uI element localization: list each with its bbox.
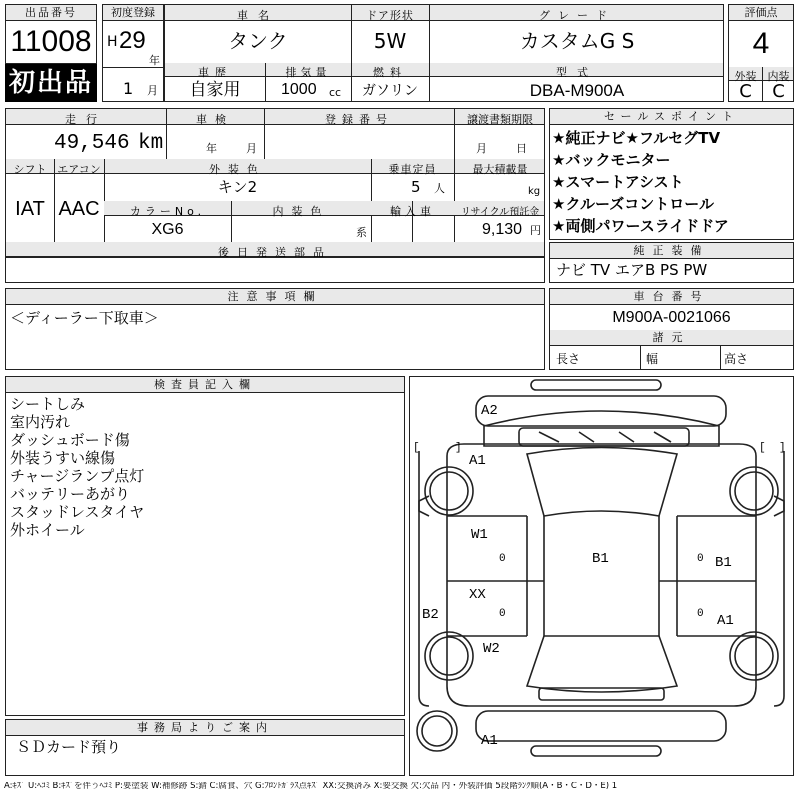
zero-mark: 0: [697, 608, 704, 620]
transfer-day-unit: 日: [516, 142, 527, 155]
fuel: ガソリン: [362, 83, 418, 99]
first-listing-badge: 初出品: [5, 64, 97, 102]
legend: A:ｷｽﾞ U:ﾍｺﾐ B:ｷｽﾞを伴うﾍｺﾐ P:要塗装 W:補修跡 S:錆 C:腐食、穴 G:ﾌﾛﾝﾄｶﾞﾗｽ点ｷｽﾞ XX:交換済み X:要交換 欠:欠品 内・外装評価 5段階ﾗﾝｸ順(A・B・C・D・E) 1: [4, 782, 618, 791]
damage-mark: W1: [471, 527, 488, 543]
damage-mark: A2: [481, 403, 498, 419]
shift-label: シフト: [13, 163, 47, 176]
bracket-mark: [: [759, 442, 766, 454]
car-diagram: [409, 376, 794, 776]
lot-number-box: [5, 4, 97, 64]
inspector-item: 室内汚れ: [10, 413, 71, 431]
equipment-label: 純正装備: [550, 243, 793, 259]
equipment-value: ナビ TV エアB PS PW: [556, 261, 708, 279]
history: 自家用: [189, 80, 241, 100]
score: 4: [752, 27, 770, 60]
bracket-mark: [: [413, 442, 420, 454]
damage-mark: W2: [483, 641, 500, 657]
insp-month-unit: 月: [246, 142, 257, 155]
mileage-label: 走行: [65, 113, 107, 126]
displacement: 1000: [281, 81, 317, 98]
sales-points-box: [549, 108, 794, 240]
vehicle-info-box: [164, 4, 724, 102]
height-label: 高さ: [724, 352, 749, 366]
sales-point: ★バックモニター: [552, 151, 671, 169]
registration-era: H: [107, 34, 118, 50]
inspector-box: [5, 376, 405, 716]
capacity-label: 乗車定員: [388, 163, 437, 176]
transfer-month-unit: 月: [476, 142, 487, 155]
int-label: 内装: [767, 70, 790, 83]
sales-points-label: セールスポイント: [550, 109, 793, 125]
color-number: XG6: [151, 221, 184, 238]
interior-color-label: 内装色: [272, 205, 330, 218]
shift: IAT: [15, 198, 45, 220]
capacity: 5: [411, 178, 421, 196]
color-number-label: カラーNo.: [129, 205, 206, 218]
zero-mark: 0: [499, 608, 506, 620]
insp-year-unit: 年: [206, 142, 217, 155]
office-value: ＳＤカード預り: [16, 738, 122, 756]
damage-mark: B1: [592, 551, 609, 567]
score-label: 評価点: [729, 5, 793, 21]
details-box: [5, 108, 545, 283]
office-box: [5, 719, 405, 776]
registration-month: 1: [123, 79, 134, 98]
mileage-unit: km: [138, 132, 164, 155]
inspector-item: スタッドレスタイヤ: [10, 503, 145, 521]
transfer-label: 譲渡書類期限: [467, 113, 533, 126]
registration-label: 初度登録: [103, 5, 163, 21]
length-label: 長さ: [556, 352, 581, 366]
displacement-unit: cc: [329, 86, 342, 99]
vehicle-name: タンク: [228, 29, 288, 53]
sales-point: ★スマートアシスト: [552, 173, 684, 191]
interior-color-unit: 系: [356, 226, 367, 239]
inspector-label: 検査員記入欄: [6, 377, 404, 393]
year-unit: 年: [149, 54, 160, 67]
door-type: 5W: [373, 29, 407, 53]
month-unit: 月: [147, 84, 158, 97]
score-box: [728, 4, 794, 102]
lot-number: 11008: [10, 25, 92, 58]
int-grade: C: [772, 81, 785, 102]
grade-label: グレード: [539, 9, 615, 22]
registration-box: [102, 4, 164, 102]
model: DBA-M900A: [529, 81, 625, 100]
recycle-amount: 9,130: [482, 221, 523, 238]
inspector-item: バッテリーあがり: [10, 485, 131, 503]
ac-label: エアコン: [57, 163, 101, 176]
equipment-box: [549, 242, 794, 283]
chassis-number: M900A-0021066: [612, 309, 731, 326]
damage-mark: B1: [715, 555, 732, 571]
recycle-unit: 円: [530, 224, 541, 237]
inspection-label: 車検: [196, 113, 234, 126]
damage-mark: A1: [481, 733, 498, 749]
notes-box: [5, 288, 545, 370]
chassis-box: [549, 288, 794, 370]
maxload-unit: kg: [528, 186, 541, 197]
damage-mark: B2: [422, 607, 439, 623]
office-label: 事務局よりご案内: [6, 720, 404, 736]
capacity-unit: 人: [434, 182, 445, 195]
lot-number-label: 出品番号: [6, 5, 96, 21]
sales-point: ★クルーズコントロール: [552, 195, 714, 213]
inspector-item: 外装うすい線傷: [10, 449, 116, 467]
inspector-item: 外ホイール: [10, 521, 85, 539]
mileage: 49,546: [54, 132, 130, 155]
notes-label: 注意事項欄: [6, 289, 544, 305]
import-label: 輸入車: [390, 205, 435, 218]
damage-mark: A1: [469, 453, 486, 469]
sales-point: ★純正ナビ★フルセグTV: [552, 129, 721, 147]
name-label: 車名: [237, 9, 279, 22]
width-label: 幅: [646, 352, 659, 366]
damage-mark: XX: [469, 587, 486, 603]
exterior-color: キン2: [217, 178, 258, 196]
bracket-mark: ]: [779, 442, 786, 454]
plate-label: 登録番号: [325, 113, 393, 126]
zero-mark: 0: [499, 553, 506, 565]
notes-value: ＜ディーラー下取車＞: [10, 309, 159, 327]
chassis-label: 車台番号: [550, 289, 793, 305]
fuel-label: 燃料: [373, 66, 407, 79]
color-label: 外装色: [209, 163, 266, 176]
grade: カスタムG S: [519, 29, 635, 53]
displacement-label: 排気量: [285, 66, 331, 79]
ext-grade: C: [739, 81, 752, 102]
bracket-mark: ]: [455, 442, 462, 454]
spec-label: 諸元: [550, 330, 793, 346]
later-parts-label: 後日発送部品: [218, 246, 332, 259]
recycle-label: リサイクル預託金: [460, 207, 540, 218]
inspector-item: チャージランプ点灯: [10, 467, 145, 485]
maxload-label: 最大積載量: [472, 163, 528, 176]
zero-mark: 0: [697, 553, 704, 565]
door-label: ドア形状: [366, 9, 414, 22]
registration-year: 29: [119, 27, 146, 54]
history-label: 車歴: [198, 66, 232, 79]
sales-point: ★両側パワースライドドア: [552, 217, 729, 235]
inspector-item: シートしみ: [10, 395, 86, 413]
ac: AAC: [58, 198, 100, 220]
damage-mark: A1: [717, 613, 734, 629]
inspector-item: ダッシュボード傷: [10, 431, 130, 449]
model-label: 型式: [556, 66, 598, 79]
ext-label: 外装: [734, 70, 757, 83]
